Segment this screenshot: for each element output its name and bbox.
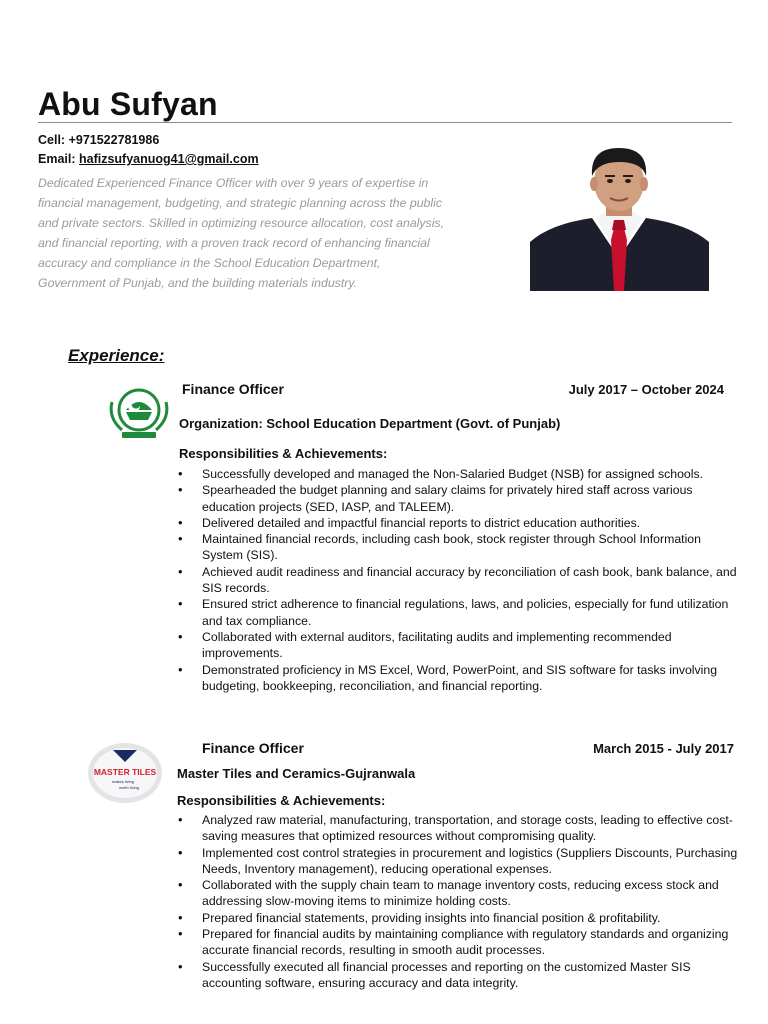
portrait-illustration <box>530 140 709 291</box>
cell-number: +971522781986 <box>68 133 160 147</box>
experience-heading: Experience: <box>68 346 165 365</box>
job-1-responsibilities-heading: Responsibilities & Achievements: <box>179 446 388 461</box>
job-1-bullet-list <box>178 466 744 694</box>
punjab-education-logo <box>104 384 174 442</box>
job-1-dates: July 2017 – October 2024 <box>568 382 724 397</box>
master-tiles-logo <box>87 742 163 804</box>
job-2-title: Finance Officer <box>202 740 304 756</box>
profile-photo <box>530 140 709 291</box>
job-2-organization: Master Tiles and Ceramics-Gujranwala <box>177 766 416 781</box>
job-1-organization: Organization: School Education Department (Govt. of Punjab) <box>179 416 561 431</box>
master-tiles-brand: MASTER TILES <box>93 767 157 777</box>
bullet-item: • Spearheaded the budget planning and salary claims for privately hired staff across various education projects (SED, IASP, and TALEEM). <box>178 482 744 515</box>
bullet-item: • Collaborated with external auditors, facilitating audits and implementing recommended improvements. <box>178 629 744 662</box>
punjab-emblem-icon <box>104 384 174 442</box>
bullet-item: • Implemented cost control strategies in procurement and logistics (Suppliers Discounts, Purchasing Needs, Inventory management), reducing operational expenses. <box>178 845 744 878</box>
bullet-item: • Demonstrated proficiency in MS Excel, Word, PowerPoint, and SIS software for tasks involving budgeting, bookkeeping, reconciliation, and financial reporting. <box>178 662 744 695</box>
bullet-item: • Successfully developed and managed the Non-Salaried Budget (NSB) for assigned schools. <box>178 466 744 482</box>
email-link[interactable]: hafizsufyanuog41@gmail.com <box>79 152 259 166</box>
bullet-item: • Achieved audit readiness and financial accuracy by reconciliation of cash book, bank balance, and SIS records. <box>178 564 744 597</box>
master-tiles-emblem-icon <box>87 742 163 804</box>
bullet-item: • Analyzed raw material, manufacturing, transportation, and storage costs, leading to effective cost-saving measures that optimized resources without compromising quality. <box>178 812 744 845</box>
bullet-item: • Delivered detailed and impactful financial reports to district education authorities. <box>178 515 744 531</box>
candidate-name: Abu Sufyan <box>38 86 218 122</box>
bullet-item: • Collaborated with the supply chain team to manage inventory costs, reducing excess stock and addressing slow-moving items to minimize holding costs. <box>178 877 744 910</box>
job-2-bullet-list <box>178 812 744 991</box>
email-label: Email: <box>38 152 79 166</box>
bullet-item: • Prepared financial statements, providing insights into financial position & profitability. <box>178 910 744 926</box>
master-tiles-tagline-2: worth living <box>118 785 140 790</box>
contact-cell <box>38 133 159 147</box>
job-1-title: Finance Officer <box>182 381 284 397</box>
bullet-item: • Prepared for financial audits by maintaining compliance with regulatory standards and organizing accurate financial records, resulting in smooth audit processes. <box>178 926 744 959</box>
header-divider <box>38 122 732 123</box>
bullet-item: • Maintained financial records, including cash book, stock register through School Information System (SIS). <box>178 531 744 564</box>
job-2-responsibilities-heading: Responsibilities & Achievements: <box>177 793 386 808</box>
job-2-dates: March 2015 - July 2017 <box>593 741 734 756</box>
bullet-item: • Ensured strict adherence to financial regulations, laws, and policies, especially for fund utilization and tax compliance. <box>178 596 744 629</box>
bullet-item: • Successfully executed all financial processes and reporting on the customized Master SIS accounting software, ensuring accuracy and data integrity. <box>178 959 744 992</box>
contact-email <box>38 152 259 166</box>
profile-summary: Dedicated Experienced Finance Officer with over 9 years of expertise in financial management, budgeting, and strategic planning across the public and private sectors. Skilled in optimizing resource allocation, cost analysis, and financial reporting, with a proven track record of enhancing financial accuracy and compliance in the School Education Department, Government of Punjab, and the building materials industry. <box>38 176 444 290</box>
cell-label: Cell: <box>38 133 69 147</box>
master-tiles-tagline-1: makes living <box>111 779 135 784</box>
